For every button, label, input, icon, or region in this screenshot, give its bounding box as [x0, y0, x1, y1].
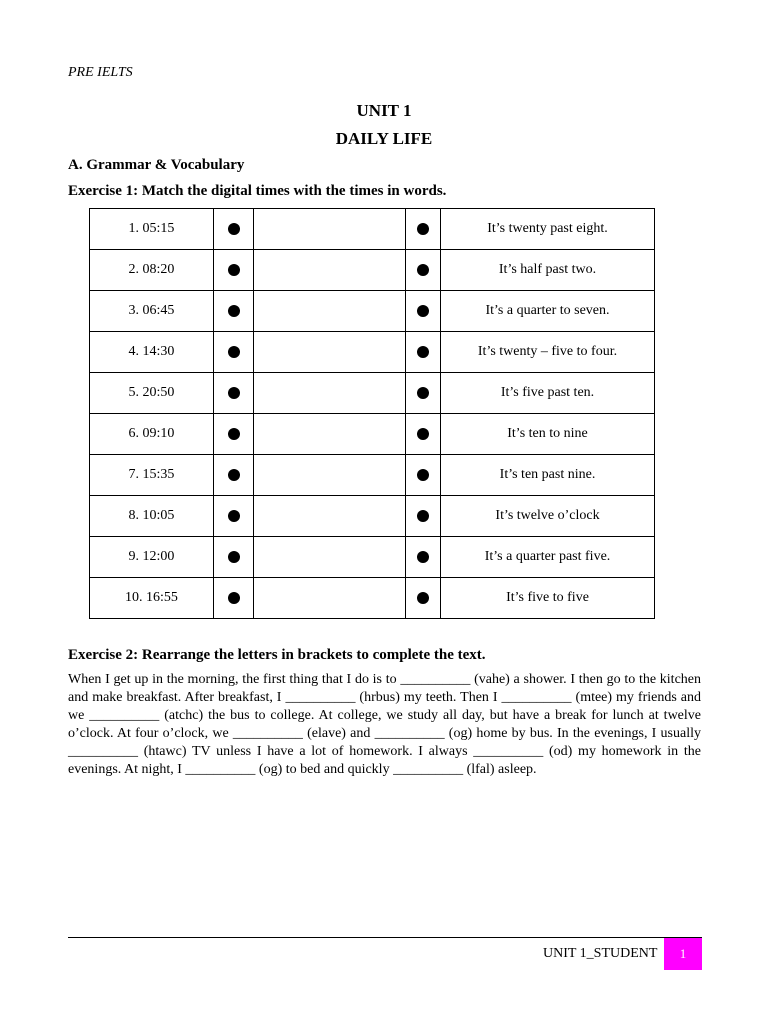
time-in-words: It’s half past two.: [441, 250, 655, 291]
right-match-dot[interactable]: [406, 496, 441, 537]
left-match-dot[interactable]: [214, 250, 254, 291]
footer-label: UNIT 1_STUDENT: [543, 946, 658, 961]
time-in-words: It’s twelve o’clock: [441, 496, 655, 537]
right-match-dot[interactable]: [406, 455, 441, 496]
digital-time: 1. 05:15: [90, 209, 214, 250]
bullet-icon: [417, 551, 429, 563]
bullet-icon: [417, 305, 429, 317]
bullet-icon: [417, 346, 429, 358]
digital-time: 9. 12:00: [90, 537, 214, 578]
match-area[interactable]: [254, 496, 406, 537]
time-in-words: It’s a quarter past five.: [441, 537, 655, 578]
right-match-dot[interactable]: [406, 414, 441, 455]
bullet-icon: [417, 592, 429, 604]
digital-time: 10. 16:55: [90, 578, 214, 619]
bullet-icon: [417, 428, 429, 440]
bullet-icon: [228, 387, 240, 399]
table-row: [90, 332, 655, 373]
digital-time: 4. 14:30: [90, 332, 214, 373]
match-area[interactable]: [254, 455, 406, 496]
matching-table: [89, 208, 655, 619]
table-row: [90, 291, 655, 332]
topic-title: DAILY LIFE: [335, 129, 433, 148]
left-match-dot[interactable]: [214, 578, 254, 619]
bullet-icon: [417, 510, 429, 522]
bullet-icon: [228, 428, 240, 440]
course-header: PRE IELTS: [68, 65, 133, 80]
right-match-dot[interactable]: [406, 250, 441, 291]
match-area[interactable]: [254, 373, 406, 414]
match-area[interactable]: [254, 537, 406, 578]
right-match-dot[interactable]: [406, 578, 441, 619]
digital-time: 6. 09:10: [90, 414, 214, 455]
table-row: [90, 455, 655, 496]
bullet-icon: [228, 264, 240, 276]
right-match-dot[interactable]: [406, 209, 441, 250]
digital-time: 7. 15:35: [90, 455, 214, 496]
time-in-words: It’s five past ten.: [441, 373, 655, 414]
match-area[interactable]: [254, 209, 406, 250]
bullet-icon: [417, 387, 429, 399]
exercise2-text: When I get up in the morning, the first thing that I do is to __________ (vahe) a shower. I then go to the kitchen and make breakfast. After breakfast, I __________ (hrbus) my teeth. Then I __________ (mtee) my friends and we __________ (atchc) the bus to college. At college, we study all day, but have a break for lunch at twelve o’clock. At four o’clock, we __________ (elave) and __________ (og) home by bus. In the evenings, I usually __________ (htawc) TV unless I have a lot of homework. I always __________ (od) my homework in the evenings. At night, I __________ (og) to bed and quickly __________ (lfal) asleep.: [68, 672, 701, 777]
page-number: 1: [664, 938, 702, 970]
right-match-dot[interactable]: [406, 373, 441, 414]
bullet-icon: [417, 469, 429, 481]
table-row: [90, 414, 655, 455]
time-in-words: It’s twenty – five to four.: [441, 332, 655, 373]
time-in-words: It’s twenty past eight.: [441, 209, 655, 250]
table-row: [90, 250, 655, 291]
left-match-dot[interactable]: [214, 209, 254, 250]
bullet-icon: [228, 223, 240, 235]
table-row: [90, 496, 655, 537]
table-row: [90, 537, 655, 578]
unit-title: UNIT 1: [356, 101, 412, 120]
exercise1-label: Exercise 1: [68, 183, 134, 199]
left-match-dot[interactable]: [214, 373, 254, 414]
left-match-dot[interactable]: [214, 537, 254, 578]
left-match-dot[interactable]: [214, 455, 254, 496]
right-match-dot[interactable]: [406, 332, 441, 373]
bullet-icon: [228, 551, 240, 563]
exercise1-heading: [68, 183, 446, 200]
left-match-dot[interactable]: [214, 332, 254, 373]
table-row: [90, 578, 655, 619]
bullet-icon: [228, 305, 240, 317]
digital-time: 8. 10:05: [90, 496, 214, 537]
digital-time: 2. 08:20: [90, 250, 214, 291]
section-heading: A. Grammar & Vocabulary: [68, 157, 245, 173]
exercise2-heading: Exercise 2: Rearrange the letters in brackets to complete the text.: [68, 647, 486, 663]
footer-divider: [68, 937, 702, 938]
match-area[interactable]: [254, 250, 406, 291]
digital-time: 5. 20:50: [90, 373, 214, 414]
match-area[interactable]: [254, 414, 406, 455]
left-match-dot[interactable]: [214, 414, 254, 455]
table-row: [90, 209, 655, 250]
bullet-icon: [228, 346, 240, 358]
bullet-icon: [228, 592, 240, 604]
bullet-icon: [228, 469, 240, 481]
time-in-words: It’s ten to nine: [441, 414, 655, 455]
bullet-icon: [417, 223, 429, 235]
match-area[interactable]: [254, 332, 406, 373]
exercise1-instruction: : Match the digital times with the times in words.: [133, 183, 447, 199]
left-match-dot[interactable]: [214, 291, 254, 332]
table-row: [90, 373, 655, 414]
match-area[interactable]: [254, 578, 406, 619]
digital-time: 3. 06:45: [90, 291, 214, 332]
bullet-icon: [417, 264, 429, 276]
left-match-dot[interactable]: [214, 496, 254, 537]
time-in-words: It’s five to five: [441, 578, 655, 619]
match-area[interactable]: [254, 291, 406, 332]
right-match-dot[interactable]: [406, 537, 441, 578]
time-in-words: It’s ten past nine.: [441, 455, 655, 496]
time-in-words: It’s a quarter to seven.: [441, 291, 655, 332]
right-match-dot[interactable]: [406, 291, 441, 332]
bullet-icon: [228, 510, 240, 522]
